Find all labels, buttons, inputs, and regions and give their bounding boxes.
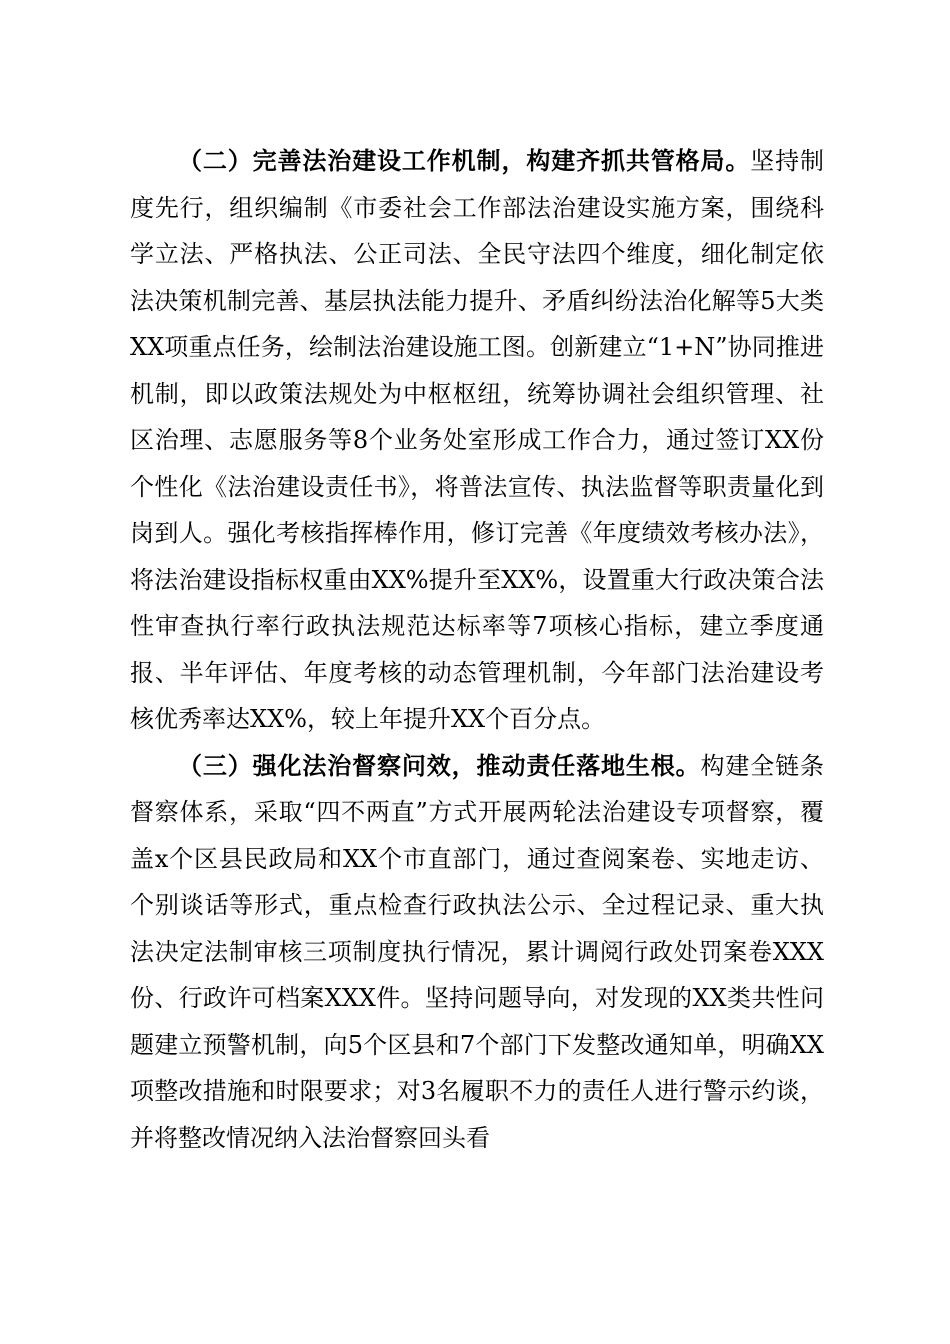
paragraph-supervision [130, 743, 824, 1162]
paragraph-mechanism [130, 138, 824, 743]
paragraph-body: 坚持制度先行，组织编制《市委社会工作部法治建设实施方案，围绕科学立法、严格执法、公正司法、全民守法四个维度，细化制定依法决策机制完善、基层执法能力提升、矛盾纠纷法治化解等5大类XX项重点任务，绘制法治建设施工图。创新建立“1+N”协同推进机制，即以政策法规处为中枢枢纽，统筹协调社会组织管理、社区治理、志愿服务等8个业务处室形成工作合力，通过签订XX份个性化《法治建设责任书》，将普法宣传、执法监督等职责量化到岗到人。强化考核指挥棒作用，修订完善《年度绩效考核办法》，将法治建设指标权重由XX%提升至XX%，设置重大行政决策合法性审查执行率行政执法规范达标率等7项核心指标，建立季度通报、半年评估、年度考核的动态管理机制，今年部门法治建设考核优秀率达XX%，较上年提升XX个百分点。 [130, 147, 825, 733]
document-page [130, 138, 824, 1161]
paragraph-heading: （三）强化法治督察问效，推动责任落地生根。 [178, 750, 701, 780]
paragraph-heading: （二）完善法治建设工作机制，构建齐抓共管格局。 [178, 146, 751, 175]
paragraph-body: 构建全链条督察体系，采取“四不两直”方式开展两轮法治建设专项督察，覆盖x个区县民政局和XX个市直部门，通过查阅案卷、实地走访、个别谈话等形式，重点检查行政执法公示、全过程记录、重大执法决定法制审核三项制度执行情况，累计调阅行政处罚案卷XXX份、行政许可档案XXX件。坚持问题导向，对发现的XX类共性问题建立预警机制，向5个区县和7个部门下发整改通知单，明确XX项整改措施和时限要求；对3名履职不力的责任人进行警示约谈，并将整改情况纳入法治督察回头看 [130, 751, 825, 1152]
